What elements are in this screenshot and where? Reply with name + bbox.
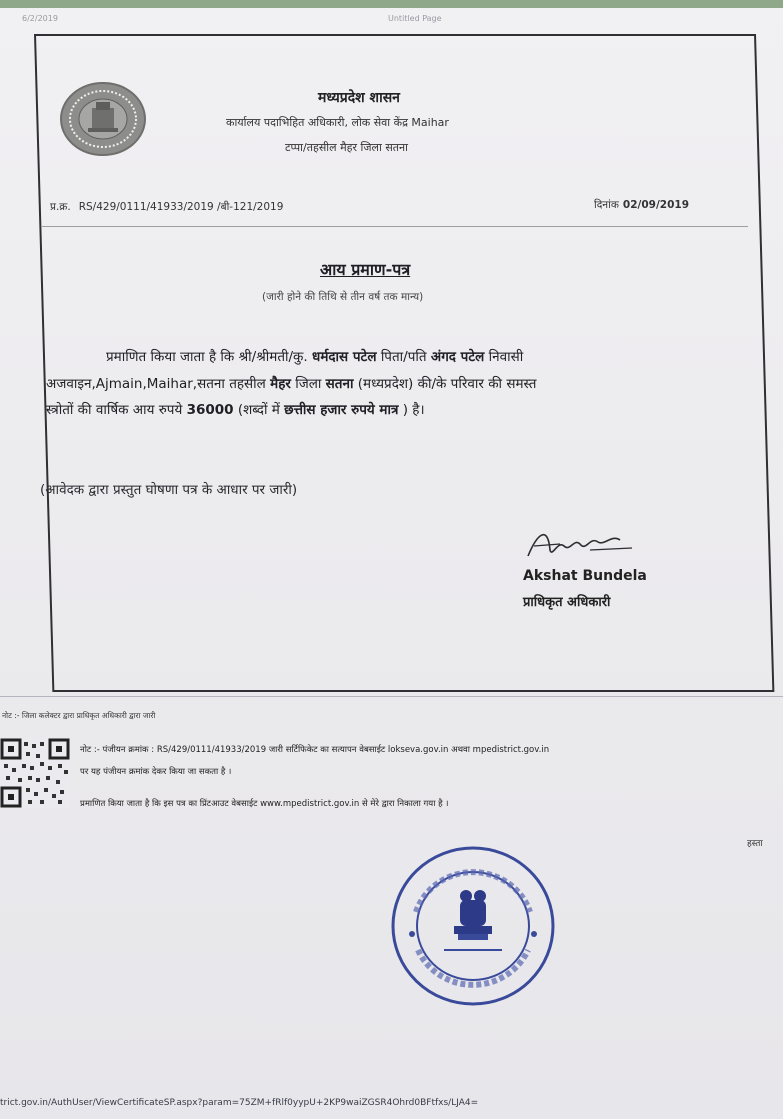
issue-basis: (आवेदक द्वारा प्रस्तुत घोषणा पत्र के आधार पर जारी) bbox=[40, 482, 298, 498]
reference-prefix: प्र.क्र. bbox=[50, 201, 71, 213]
income-amount-words: छत्तीस हजार रुपये मात्र bbox=[284, 402, 399, 418]
body-intro: प्रमाणित किया जाता है कि श्री/श्रीमती/कु. bbox=[106, 349, 308, 365]
words-label: (शब्दों में bbox=[237, 402, 280, 418]
reference-row bbox=[50, 200, 283, 214]
top-strip bbox=[0, 0, 783, 8]
body-end: ) है। bbox=[402, 402, 425, 418]
state-text: (मध्यप्रदेश) की/के परिवार की समस्त bbox=[357, 376, 537, 392]
income-label: स्त्रोतों की वार्षिक आय रुपये bbox=[46, 402, 183, 418]
district-note: नोट :- जिला कलेक्टर द्वारा प्राधिकृत अधिकारी द्वारा जारी bbox=[2, 711, 156, 720]
applicant-name: धर्मदास पटेल bbox=[312, 349, 377, 365]
signer-name: Akshat Bundela bbox=[523, 568, 647, 584]
government-title: मध्यप्रदेश शासन bbox=[318, 90, 400, 106]
browser-header-date: 6/2/2019 bbox=[22, 14, 58, 23]
income-amount: 36000 bbox=[186, 402, 234, 418]
browser-header-title: Untitled Page bbox=[388, 14, 442, 23]
certificate-title: आय प्रमाण-पत्र bbox=[320, 260, 411, 279]
father-name: अंगद पटेल bbox=[430, 349, 485, 365]
date-value: 02/09/2019 bbox=[622, 199, 690, 211]
district-name: सतना bbox=[325, 376, 354, 392]
date-row bbox=[594, 198, 689, 212]
date-label: दिनांक bbox=[594, 199, 619, 211]
section-divider bbox=[0, 696, 783, 697]
body-line-1 bbox=[106, 347, 523, 365]
resident-label: निवासी bbox=[488, 349, 524, 365]
district-label: जिला bbox=[295, 376, 322, 392]
relation-label: पिता/पति bbox=[380, 349, 427, 365]
verification-note-line-2: पर यह पंजीयन क्रमांक देकर किया जा सकता है । bbox=[80, 767, 232, 777]
header-divider bbox=[42, 226, 748, 227]
qr-code-icon bbox=[0, 738, 70, 808]
address: अजवाइन,Ajmain,Maihar,सतना तहसील bbox=[46, 376, 266, 392]
printout-note: प्रमाणित किया जाता है कि इस पत्र का प्रिंटआउट वेबसाईट www.mpedistrict.gov.in से मेरे द्वारा निकाला गया है । bbox=[80, 799, 449, 809]
office-stamp-icon bbox=[388, 842, 558, 1010]
office-name: कार्यालय पदाभिहित अधिकारी, लोक सेवा केंद्र Maihar bbox=[226, 116, 449, 129]
office-location: टप्पा/तहसील मैहर जिला सतना bbox=[285, 141, 408, 154]
page-url: trict.gov.in/AuthUser/ViewCertificateSP.aspx?param=75ZM+fRlf0yypU+2KP9waiZGSR4Ohrd0BFtfxs/LJA4= bbox=[0, 1098, 479, 1108]
verification-note-line-1: नोट :- पंजीयन क्रमांक : RS/429/0111/41933/2019 जारी सर्टिफिकेट का सत्यापन वेबसाईट lokseva.gov.in अथवा mpedistrict.gov.in bbox=[80, 745, 550, 755]
validity-note: (जारी होने की तिथि से तीन वर्ष तक मान्य) bbox=[262, 291, 424, 303]
tehsil-name: मैहर bbox=[270, 376, 291, 392]
signature-icon bbox=[520, 522, 640, 564]
government-seal-icon bbox=[58, 80, 148, 158]
signature-label: हस्ता bbox=[747, 839, 763, 849]
body-line-3 bbox=[46, 400, 425, 418]
body-line-2 bbox=[46, 374, 537, 392]
reference-number: RS/429/0111/41933/2019 /बी-121/2019 bbox=[78, 201, 284, 213]
signer-designation: प्राधिकृत अधिकारी bbox=[523, 595, 611, 610]
